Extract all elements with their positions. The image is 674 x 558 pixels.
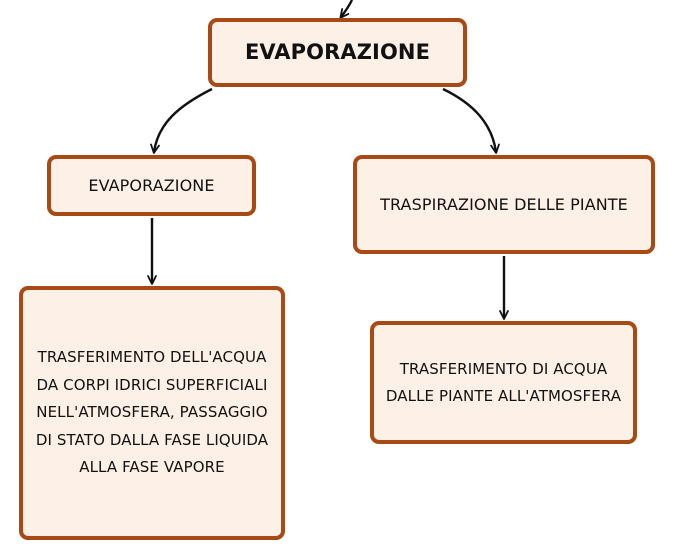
edge-root-to-evaporation	[154, 89, 212, 152]
node-traspirazione	[353, 155, 655, 254]
node-traspirazione-label: TRASPIRAZIONE DELLE PIANTE	[380, 194, 628, 214]
node-evaporazione	[47, 155, 256, 216]
edge-root-to-transpiration	[443, 89, 496, 152]
node-evaporazione-description-text: TRASFERIMENTO DELL'ACQUA DA CORPI IDRICI SUPERFICIALI NELL'ATMOSFERA, PASSAGGIO DI STATO DALLA FASE LIQUIDA ALLA FASE VAPORE	[35, 348, 269, 477]
node-evaporazione-description	[19, 286, 285, 540]
node-traspirazione-description	[370, 321, 637, 444]
node-root-evaporazione	[208, 18, 467, 87]
node-root-label: EVAPORAZIONE	[244, 40, 431, 64]
edge-incoming-to-root	[341, 0, 352, 17]
node-evaporazione-label: EVAPORAZIONE	[88, 176, 215, 195]
node-traspirazione-description-text: TRASFERIMENTO DI ACQUA DALLE PIANTE ALL'ATMOSFERA	[385, 359, 622, 405]
